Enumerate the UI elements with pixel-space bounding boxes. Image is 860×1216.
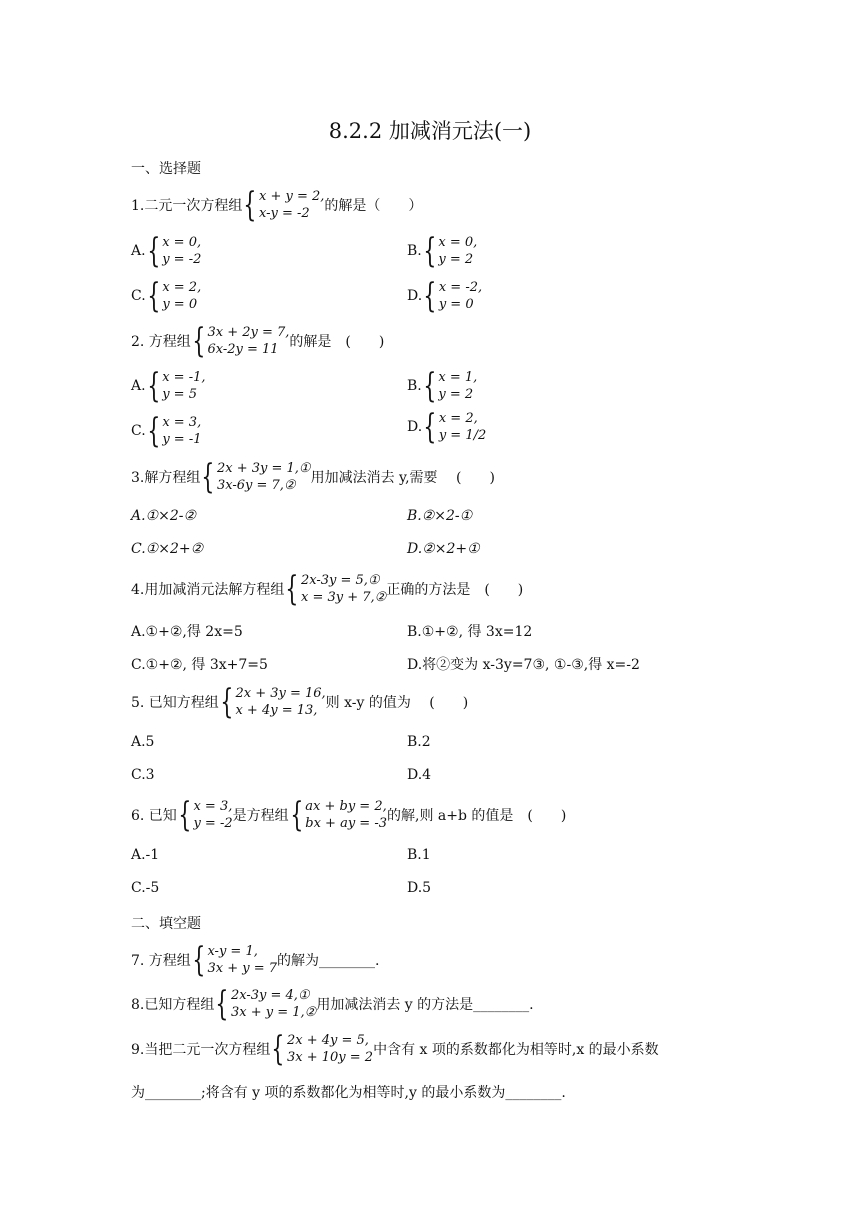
q5-option-c[interactable]: C.3 xyxy=(131,767,155,783)
page-title: 8.2.2 加减消元法(一) xyxy=(328,119,532,143)
q3-option-c[interactable]: C.①×2+② xyxy=(131,541,204,557)
section-fill: 二、填空题 xyxy=(131,916,201,932)
question-1 xyxy=(131,185,423,225)
q1-system: { x + y = 2, x-y = -2 xyxy=(243,185,325,225)
q2-option-b[interactable]: B. { x = 1, y = 2 xyxy=(407,366,478,406)
section-choice: 一、选择题 xyxy=(131,161,201,177)
question-6: 6. 已知 { x = 3, y = -2 是方程组 { ax + by = 2, bx + ay = -3 的解,则 a+b 的值是 ( ) xyxy=(131,795,567,835)
q6-option-a[interactable]: A.-1 xyxy=(131,847,160,863)
q5-option-d[interactable]: D.4 xyxy=(407,767,432,783)
question-2: 2. 方程组 { 3x + 2y = 7, 6x-2y = 11 的解是 ( ) xyxy=(131,321,385,361)
q2-option-a[interactable]: A. { x = -1, y = 5 xyxy=(131,366,206,406)
q1-option-c[interactable]: C. { x = 2, y = 0 xyxy=(131,276,202,316)
question-4: 4.用加减消元法解方程组 { 2x-3y = 5,① x = 3y + 7,② 正确的方法是 ( ) xyxy=(131,569,524,609)
q5-option-b[interactable]: B.2 xyxy=(407,734,431,750)
q4-option-b[interactable]: B.①+②, 得 3x=12 xyxy=(407,624,533,640)
q6-option-c[interactable]: C.-5 xyxy=(131,880,160,896)
q1-stem: 1.二元一次方程组 xyxy=(131,198,243,214)
q4-option-a[interactable]: A.①+②,得 2x=5 xyxy=(131,624,243,640)
q1-option-b[interactable]: B. { x = 0, y = 2 xyxy=(407,231,478,271)
question-7: 7. 方程组 { x-y = 1, 3x + y = 7 的解为________. xyxy=(131,940,380,980)
q1-option-a[interactable]: A. { x = 0, y = -2 xyxy=(131,231,202,271)
q3-option-b[interactable]: B.②×2-① xyxy=(407,508,473,524)
q5-option-a[interactable]: A.5 xyxy=(131,734,155,750)
q2-option-c[interactable]: C. { x = 3, y = -1 xyxy=(131,411,202,451)
question-8: 8.已知方程组 { 2x-3y = 4,① 3x + y = 1,② 用加减法消去 y 的方法是________. xyxy=(131,984,534,1024)
question-3: 3.解方程组 { 2x + 3y = 1,① 3x-6y = 7,② 用加减法消去 y,需要 ( ) xyxy=(131,457,495,497)
q3-option-a[interactable]: A.①×2-② xyxy=(131,508,197,524)
q4-option-d[interactable]: D.将②变为 x-3y=7③, ①-③,得 x=-2 xyxy=(407,657,640,673)
question-9: 9.当把二元一次方程组 { 2x + 4y = 5, 3x + 10y = 2 中含有 x 项的系数都化为相等时,x 的最小系数 xyxy=(131,1029,659,1069)
q6-option-d[interactable]: D.5 xyxy=(407,880,432,896)
q3-option-d[interactable]: D.②×2+① xyxy=(407,541,480,557)
q1-option-d[interactable]: D. { x = -2, y = 0 xyxy=(407,276,483,316)
question-9-line2: 为________;将含有 y 项的系数都化为相等时,y 的最小系数为________. xyxy=(131,1085,566,1101)
q2-option-d[interactable]: D. { x = 2, y = 1/2 xyxy=(407,407,487,447)
q4-option-c[interactable]: C.①+②, 得 3x+7=5 xyxy=(131,657,268,673)
question-5: 5. 已知方程组 { 2x + 3y = 16, x + 4y = 13, 则 x-y 的值为 ( ) xyxy=(131,682,469,722)
q6-option-b[interactable]: B.1 xyxy=(407,847,431,863)
q1-tail: 的解是（ ） xyxy=(324,198,423,214)
